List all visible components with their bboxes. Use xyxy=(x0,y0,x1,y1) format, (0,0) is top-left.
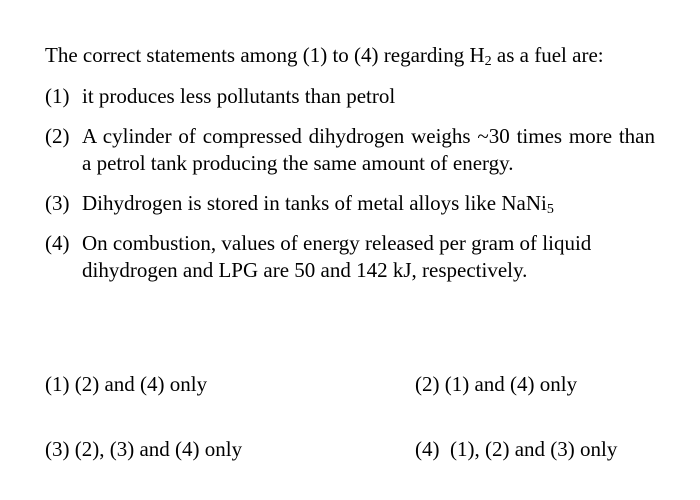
stem-subscript: 2 xyxy=(484,54,492,69)
stem-text-after: as a fuel are: xyxy=(491,43,604,67)
option-text: (2), (3) and (4) only xyxy=(74,437,243,461)
option-3[interactable] xyxy=(45,436,242,463)
option-text: (2) and (4) only xyxy=(74,372,208,396)
option-1[interactable] xyxy=(45,371,207,398)
option-label: (2) xyxy=(415,372,440,396)
statement-number: (3) xyxy=(45,191,70,215)
question-stem xyxy=(45,42,655,69)
stem-text-before: The correct statements among (1) to (4) regarding H xyxy=(45,43,485,67)
statement-text: it produces less pollutants than petrol xyxy=(82,84,396,108)
statement-number: (4) xyxy=(45,231,70,255)
option-label: (3) xyxy=(45,437,70,461)
statement-number: (1) xyxy=(45,84,70,108)
statement-subscript: 5 xyxy=(546,202,554,217)
option-label: (4) xyxy=(415,437,440,461)
statement-2 xyxy=(45,123,655,177)
statement-4 xyxy=(45,230,655,284)
option-text: (1), (2) and (3) only xyxy=(450,437,618,461)
question-block xyxy=(45,42,655,297)
statement-text: On combustion, values of energy released per gram of liquid dihydrogen and LPG are 50 and 142 kJ, respectively. xyxy=(82,231,592,282)
statement-text xyxy=(82,190,655,217)
statement-1 xyxy=(45,83,655,110)
statement-3 xyxy=(45,190,655,217)
option-4[interactable] xyxy=(415,436,617,463)
option-2[interactable] xyxy=(415,371,577,398)
option-label: (1) xyxy=(45,372,70,396)
statement-text: A cylinder of compressed dihydrogen weighs ~30 times more than a petrol tank producing the same amount of energy. xyxy=(82,124,655,175)
option-text: (1) and (4) only xyxy=(444,372,578,396)
statement-number: (2) xyxy=(45,124,70,148)
statement-text-before: Dihydrogen is stored in tanks of metal alloys like NaNi xyxy=(82,191,547,215)
